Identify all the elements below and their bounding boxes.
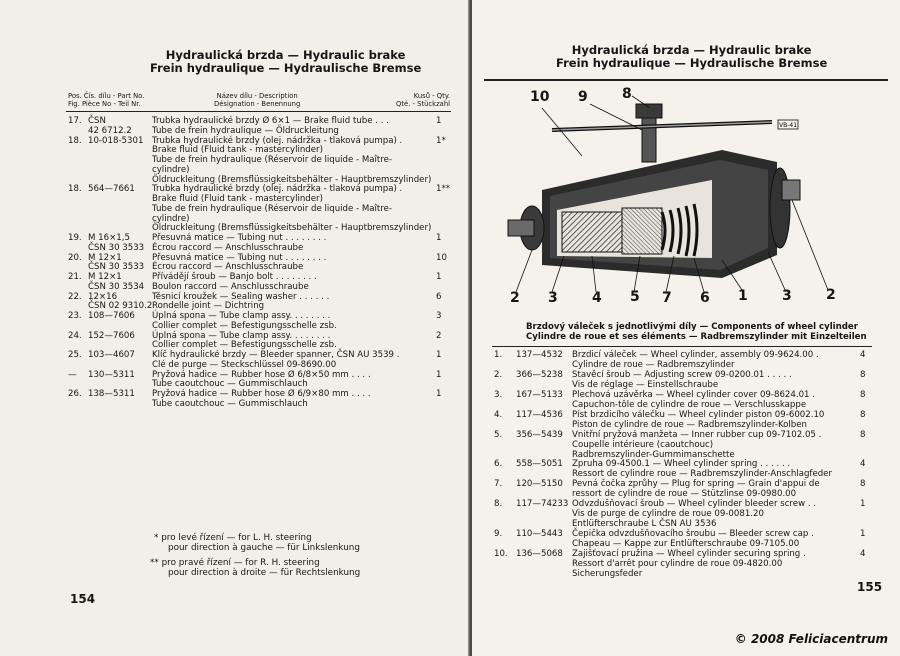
left-pos: 25. bbox=[68, 350, 82, 360]
right-part: 356—5439 bbox=[516, 429, 563, 440]
left-col-header-qty-2: Qté. - Stückzahl bbox=[396, 100, 451, 108]
left-desc: Collier complet — Befestigungsschelle zsb. bbox=[152, 320, 337, 331]
right-title bbox=[556, 44, 827, 70]
callout-bottom-4: 4 bbox=[592, 290, 602, 306]
right-desc: Ressort de cylindre roue — Radbremszylinder-Anschlagfeder bbox=[572, 469, 833, 480]
right-part: 136—5068 bbox=[516, 549, 563, 559]
left-pos: 18. bbox=[68, 184, 82, 195]
left-col-header-part-1: Pos. Čís. dílu - Part No. bbox=[68, 92, 145, 100]
right-part: 117—74233 bbox=[516, 499, 569, 510]
left-header-rule bbox=[66, 111, 451, 112]
left-qty: 1* bbox=[436, 135, 446, 146]
left-pos: 18. bbox=[68, 135, 82, 146]
note-rh-line1: ** pro pravé řízení — for R. H. steering bbox=[150, 558, 320, 568]
right-desc: Entlüfterschraube L ČSN AU 3536 bbox=[572, 519, 717, 530]
left-qty: 1 bbox=[436, 272, 442, 282]
left-desc: Brake fluid (Fluid tank - mastercylinder) bbox=[152, 145, 323, 156]
left-desc: Tube caoutchouc — Gummischlauch bbox=[152, 379, 308, 390]
left-desc: Pryžová hadice — Rubber hose Ø 6/9×80 mm . . . . bbox=[152, 389, 371, 399]
right-desc: Brzdicí váleček — Wheel cylinder, assembly 09-9624.00 . bbox=[572, 350, 819, 360]
callout-bottom-2b: 2 bbox=[826, 287, 836, 303]
left-qty: 6 bbox=[436, 291, 442, 302]
bleeder-screw-cap bbox=[636, 104, 662, 118]
left-part: M 16×1,5 bbox=[88, 233, 130, 243]
left-col-header-part-2: Fig. Pièce No - Teil Nr. bbox=[68, 100, 141, 108]
left-part: 103—4607 bbox=[88, 350, 135, 360]
left-desc: Trubka hydraulické brzdy Ø 6×1 — Brake fluid tube . . . bbox=[152, 116, 389, 126]
right-desc: Zpruha 09-4500.1 — Wheel cylinder spring . . . . . . bbox=[572, 459, 791, 470]
left-note-lh bbox=[154, 533, 360, 553]
right-part: 110—5443 bbox=[516, 529, 563, 540]
right-part: 167—5133 bbox=[516, 389, 563, 400]
left-desc: Klíč hydraulické brzdy — Bleeder spanner, ČSN AU 3539 . bbox=[152, 350, 400, 360]
left-pos: 20. bbox=[68, 252, 82, 263]
left-desc: Boulon raccord — Anschlusschraube bbox=[152, 281, 309, 292]
left-part: 108—7606 bbox=[88, 311, 135, 321]
note-rh-line2: pour direction à droite — für Rechtslenkung bbox=[168, 568, 361, 578]
left-qty: 2 bbox=[436, 330, 442, 341]
left-part: M 12×1 bbox=[88, 272, 122, 282]
left-desc: Brake fluid (Fluid tank - mastercylinder) bbox=[152, 194, 323, 204]
right-desc: Capuchon-tôle de cylindre de roue — Verschlusskappe bbox=[572, 399, 807, 410]
right-title-line2: Frein hydraulique — Hydraulische Bremse bbox=[556, 56, 828, 70]
left-desc: Écrou raccord — Anschlusschraube bbox=[152, 262, 304, 273]
left-desc: Clé de purge — Steckschlüssel 09-8690.00 bbox=[152, 359, 337, 370]
left-desc: Úplná spona — Tube clamp assy. . . . . . . . bbox=[152, 311, 331, 321]
bleeder-screw bbox=[642, 114, 656, 162]
callout-bottom-3a: 3 bbox=[548, 290, 558, 306]
right-desc: Odvzdušňovací šroub — Wheel cylinder bleeder screw . . bbox=[572, 499, 817, 510]
left-desc: Úplná spona — Tube clamp assy. . . . . . . . bbox=[152, 330, 331, 341]
right-desc: ressort de cylindre de roue — Stützlinse 09-0980.00 bbox=[572, 489, 797, 500]
left-title-line2: Frein hydraulique — Hydraulische Bremse bbox=[150, 61, 422, 75]
left-desc: Přesuvná matice — Tubing nut . . . . . . . . bbox=[152, 233, 327, 243]
left-part: 130—5311 bbox=[88, 369, 135, 380]
right-desc: Sicherungsfeder bbox=[572, 568, 643, 579]
left-desc: Trubka hydraulické brzdy (olej. nádržka - tlaková pumpa) . bbox=[152, 184, 403, 195]
right-desc: Chapeau — Kappe zur Entlüfterschraube 09-7105.00 bbox=[572, 539, 800, 550]
left-part: ČSN 02 9310.2 bbox=[88, 301, 153, 312]
left-qty: 1 bbox=[436, 389, 442, 399]
right-qty: 4 bbox=[860, 350, 866, 360]
right-qty: 8 bbox=[860, 409, 866, 420]
callout-bottom-7: 7 bbox=[662, 290, 672, 306]
right-qty: 4 bbox=[860, 549, 866, 559]
left-col-header-desc-2: Désignation - Benennung bbox=[214, 100, 301, 108]
right-desc: Radbremszylinder-Gummimanschette bbox=[572, 449, 735, 460]
left-qty: 1 bbox=[436, 369, 442, 380]
left-desc: Collier complet — Befestigungsschelle zsb. bbox=[152, 340, 337, 351]
left-qty: 1 bbox=[436, 350, 442, 360]
left-desc: cylindre) bbox=[152, 213, 190, 224]
callout-bottom-2a: 2 bbox=[510, 290, 520, 306]
figure-code: VB-41 bbox=[778, 122, 798, 129]
left-title-line1: Hydraulická brzda — Hydraulic brake bbox=[165, 48, 406, 62]
left-pos: 22. bbox=[68, 291, 82, 302]
callout-bottom-5: 5 bbox=[630, 289, 640, 305]
left-col-header-qty bbox=[396, 92, 450, 108]
left-col-header-qty-1: Kusů - Qty. bbox=[413, 92, 451, 100]
wheel-cylinder-illustration bbox=[472, 80, 900, 320]
right-pos: 3. bbox=[494, 389, 503, 400]
left-col-header-desc-1: Název dílu - Description bbox=[216, 92, 298, 100]
callout-bottom-6: 6 bbox=[700, 290, 710, 306]
right-part: 117—4536 bbox=[516, 409, 563, 420]
left-part: ČSN 30 3533 bbox=[88, 262, 145, 273]
left-pos: 21. bbox=[68, 272, 82, 282]
right-qty: 8 bbox=[860, 479, 866, 490]
right-part: 366—5238 bbox=[516, 369, 563, 380]
left-desc: Rondelle joint — Dichtring bbox=[152, 301, 265, 312]
left-desc: cylindre) bbox=[152, 164, 190, 175]
left-part: M 12×1 bbox=[88, 252, 122, 263]
left-part: 10-018-5301 bbox=[88, 135, 144, 146]
left-desc: Tube de frein hydraulique (Réservoir de liquide - Maître- bbox=[152, 155, 393, 165]
right-pos: 5. bbox=[494, 429, 503, 440]
right-page bbox=[472, 0, 900, 656]
left-qty: 1 bbox=[436, 116, 442, 126]
right-pos: 1. bbox=[494, 350, 503, 360]
left-part: ČSN bbox=[88, 116, 106, 126]
right-pos: 8. bbox=[494, 499, 503, 510]
right-desc: Zajišťovací pružina — Wheel cylinder securing spring . bbox=[572, 549, 806, 559]
right-pos: 7. bbox=[494, 479, 503, 490]
right-qty: 8 bbox=[860, 389, 866, 400]
left-title bbox=[150, 49, 421, 75]
right-desc: Coupelle intérieure (caoutchouc) bbox=[572, 439, 714, 450]
right-part: 120—5150 bbox=[516, 479, 563, 490]
left-qty: 1 bbox=[436, 233, 442, 243]
left-desc: Přívádějí šroub — Banjo bolt . . . . . . . . bbox=[152, 272, 317, 282]
left-desc: Öldruckleitung (Bremsflüssigkeitsbehälter - Hauptbremszylinder) bbox=[152, 174, 432, 185]
left-part: 42 6712.2 bbox=[88, 125, 132, 136]
left-page-number: 154 bbox=[70, 592, 96, 606]
left-desc: Trubka hydraulické brzdy (olej. nádržka - tlaková pumpa) . bbox=[152, 135, 403, 146]
left-pos: 19. bbox=[68, 233, 82, 243]
right-qty: 1 bbox=[860, 529, 866, 540]
left-pos: 17. bbox=[68, 116, 82, 126]
left-part: 138—5311 bbox=[88, 389, 135, 399]
right-desc: Píst brzdicího válečku — Wheel cylinder piston 09-6002.10 bbox=[572, 409, 825, 420]
right-desc: Stavěcí šroub — Adjusting screw 09-0200.01 . . . . . bbox=[572, 369, 792, 380]
right-pos: 10. bbox=[494, 549, 508, 559]
left-desc: Tube de frein hydraulique (Réservoir de liquide - Maître- bbox=[152, 203, 393, 214]
left-pos: 26. bbox=[68, 389, 82, 399]
right-part: 137—4532 bbox=[516, 350, 563, 360]
note-lh-line1: * pro levé řízení — for L. H. steering bbox=[154, 533, 312, 543]
right-pos: 4. bbox=[494, 409, 503, 420]
right-qty: 1 bbox=[860, 499, 866, 510]
callout-bottom-3b: 3 bbox=[782, 288, 792, 304]
right-qty: 8 bbox=[860, 369, 866, 380]
left-part: ČSN 30 3534 bbox=[88, 281, 145, 292]
left-desc: Öldruckleitung (Bremsflüssigkeitsbehälter - Hauptbremszylinder) bbox=[152, 223, 432, 234]
right-part: 558—5051 bbox=[516, 459, 563, 470]
left-desc: Pryžová hadice — Rubber hose Ø 6/8×50 mm . . . . bbox=[152, 369, 371, 380]
right-desc: Vis de réglage — Einstellschraube bbox=[572, 379, 719, 390]
right-page-number: 155 bbox=[857, 580, 883, 594]
right-desc: Vis de purge de cylindre de roue 09-0081.20 bbox=[572, 509, 764, 520]
right-pos: 6. bbox=[494, 459, 503, 470]
left-pos: — bbox=[68, 369, 77, 380]
left-note-rh bbox=[150, 558, 360, 578]
right-desc: Vnitřní pryžová manžeta — Inner rubber cup 09-7102.05 . bbox=[572, 429, 822, 440]
right-qty: 4 bbox=[860, 459, 866, 470]
left-qty: 1** bbox=[436, 184, 451, 195]
left-desc: Těsnicí kroužek — Sealing washer . . . . . . bbox=[152, 291, 330, 302]
left-part: ČSN 30 3533 bbox=[88, 242, 145, 253]
note-lh-line2: pour direction à gauche — für Linkslenkung bbox=[168, 543, 360, 553]
left-col-header-desc bbox=[214, 92, 300, 108]
left-desc: Tube de frein hydraulique — Öldruckleitung bbox=[152, 125, 339, 136]
left-qty: 3 bbox=[436, 311, 442, 321]
left-part: 12×16 bbox=[88, 291, 118, 302]
left-col-header-part bbox=[68, 92, 144, 108]
right-pos: 2. bbox=[494, 369, 503, 380]
figure-caption bbox=[526, 322, 867, 342]
right-desc: Plechová uzávěrka — Wheel cylinder cover 09-8624.01 . bbox=[572, 389, 815, 400]
callout-10: 10 bbox=[530, 89, 550, 105]
right-title-line1: Hydraulická brzda — Hydraulic brake bbox=[571, 43, 812, 57]
left-desc: Přesuvná matice — Tubing nut . . . . . . . . bbox=[152, 252, 327, 263]
callout-bottom-1: 1 bbox=[738, 288, 748, 304]
left-part: 152—7606 bbox=[88, 330, 135, 341]
callout-8: 8 bbox=[622, 86, 632, 102]
callout-9: 9 bbox=[578, 89, 588, 105]
right-desc: Ressort d'arrêt pour cylindre de roue 09-4820.00 bbox=[572, 558, 783, 569]
right-desc: Cylindre de roue — Radbremszylinder bbox=[572, 359, 735, 370]
right-desc: Piston de cylindre de roue — Radbremszylinder-Kolben bbox=[572, 419, 807, 430]
figure-caption-line2: Cylindre de roue et ses éléments — Radbremszylinder mit Einzelteilen bbox=[526, 332, 867, 342]
right-caption-rule bbox=[492, 346, 872, 347]
left-pos: 23. bbox=[68, 311, 82, 321]
right-pos: 9. bbox=[494, 529, 503, 540]
right-qty: 8 bbox=[860, 429, 866, 440]
figure-caption-line1: Brzdový váleček s jednotlivými díly — Components of wheel cylinder bbox=[526, 322, 858, 332]
left-desc: Écrou raccord — Anschlusschraube bbox=[152, 242, 304, 253]
left-part: 564—7661 bbox=[88, 184, 135, 195]
copyright-watermark: © 2008 Feliciacentrum bbox=[734, 632, 888, 646]
right-desc: Čepička odvzdušňovacího šroubu — Bleeder screw cap . bbox=[572, 529, 814, 540]
right-desc: Pevná čočka zprůhy — Plug for spring — Grain d'appui de bbox=[572, 479, 820, 490]
left-pos: 24. bbox=[68, 330, 82, 341]
left-desc: Tube caoutchouc — Gummischlauch bbox=[152, 398, 308, 409]
left-qty: 10 bbox=[436, 252, 447, 263]
